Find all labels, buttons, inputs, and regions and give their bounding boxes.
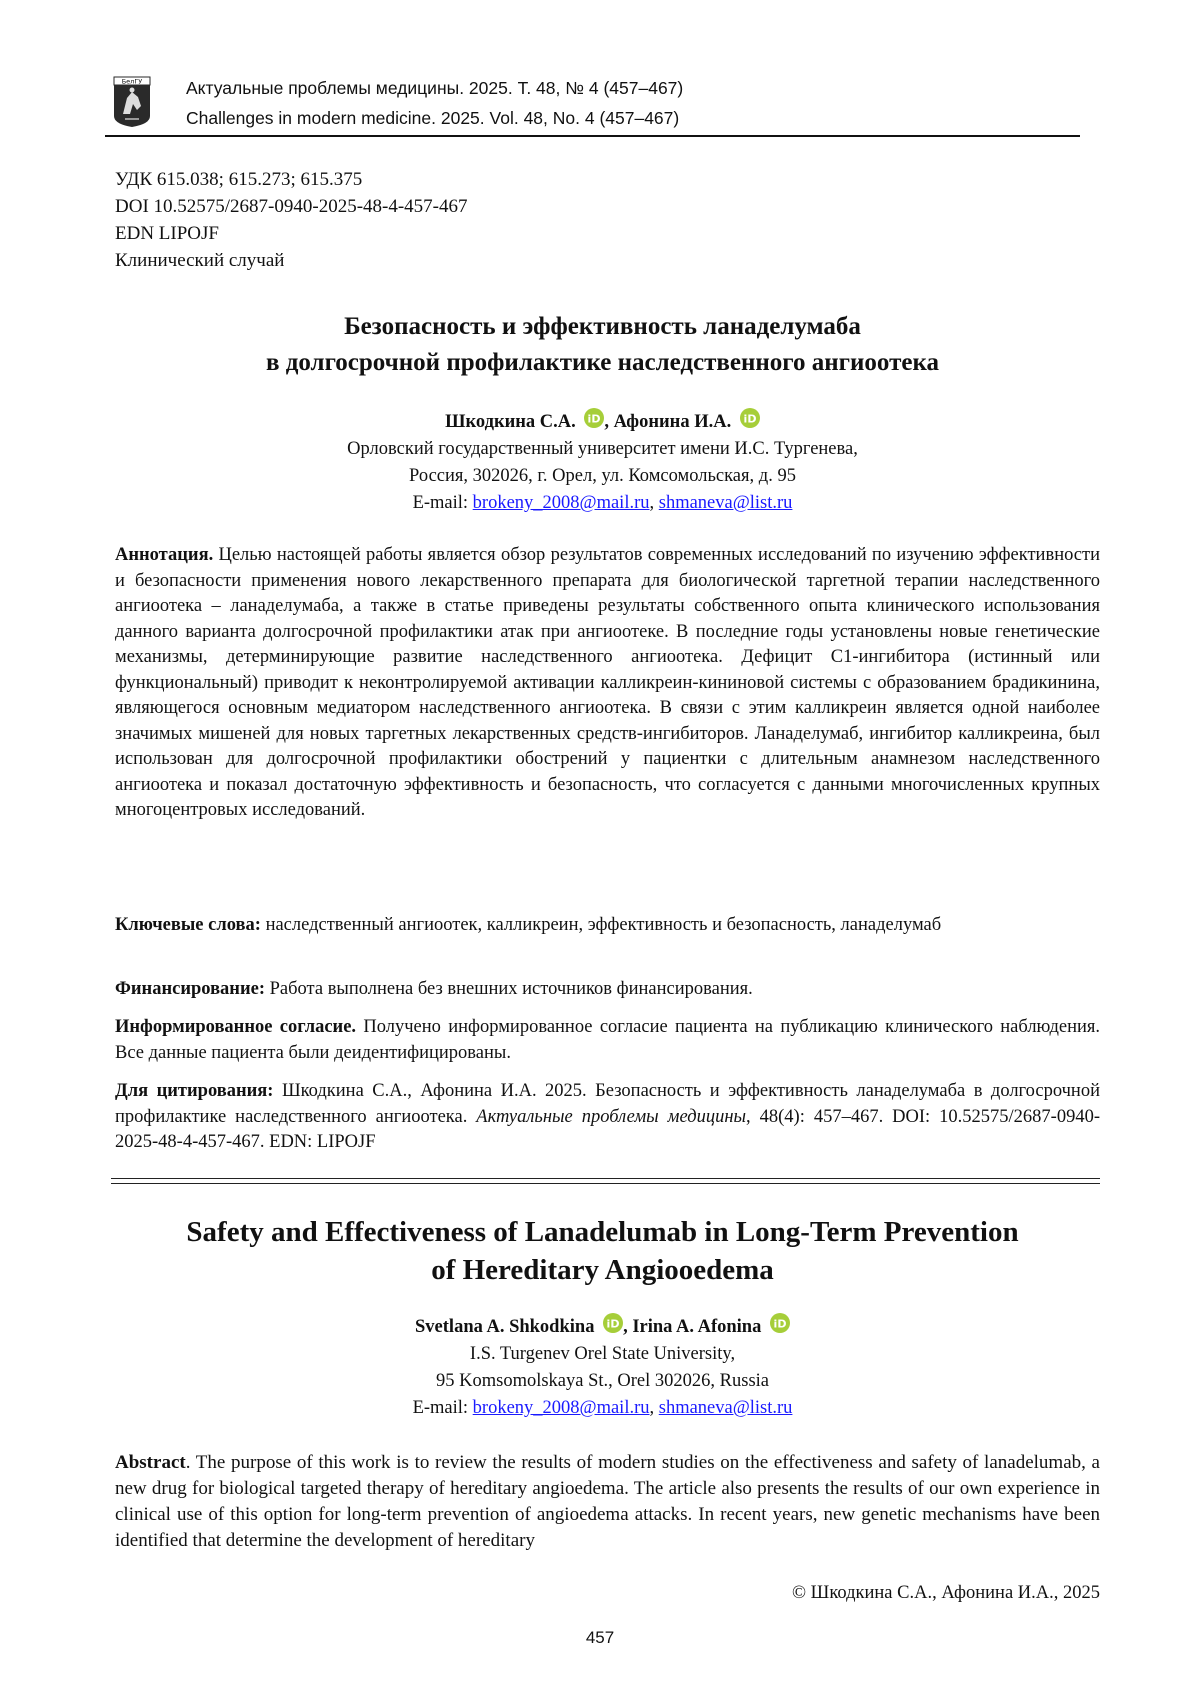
author2-en: Irina A. Afonina [632, 1317, 762, 1337]
consent-ru-label: Информированное согласие. [115, 1017, 357, 1037]
keywords-ru [115, 913, 1100, 939]
authors-ru [105, 408, 1100, 517]
orcid-icon[interactable] [603, 1313, 623, 1333]
abstract-ru-text: Целью настоящей работы является обзор результатов современных исследований по изучению эффективности и безопасности применения нового лекарственного препарата для биологической таргетной терапии наследственного ангиоотека – ланаделумаба, а также в статье приведены результаты собственного опыта клинического использования данного варианта долгосрочной профилактики атак при ангиоотеке. В последние годы установлены новые генетические механизмы, детерминирующие развитие наследственного ангиоотека. Дефицит С1-ингибитора (истинный или функциональный) приводит к неконтролируемой активации калликреин-кининовой системы с образованием брадикинина, являющегося основным медиатором наследственного ангиоотека. В связи с этим калликреин является одной наиболее значимых мишеней для новых таргетных лекарственных средств-ингибиторов. Ланаделумаб, ингибитор калликреина, был использован для долгосрочной профилактики обострений у пациентки с длительным анамнезом наследственного ангиоотека и показал достаточную эффективность и безопасность, что согласуется с данными многочисленных крупных многоцентровых исследований. [115, 545, 1100, 820]
orcid-icon[interactable] [770, 1313, 790, 1333]
svg-text:iD: iD [773, 1317, 787, 1331]
abstract-ru-label: Аннотация. [115, 545, 214, 565]
citation-ru-text2: , 48(4): 457–467. DOI: 10.52575/2687-0940-2025-48-4-457-467. EDN: LIPOJF [115, 1106, 1100, 1152]
citation-ru [115, 1079, 1100, 1156]
email-line-en: E-mail: brokeny_2008@mail.ru, shmaneva@list.ru [412, 1398, 793, 1418]
svg-text:iD: iD [743, 412, 757, 426]
funding-ru-text: Работа выполнена без внешних источников финансирования. [269, 979, 753, 999]
title-en-line2: of Hereditary Angiooedema [431, 1254, 774, 1286]
university-logo [113, 76, 151, 128]
funding-ru-label: Финансирование: [115, 979, 265, 999]
email-line-ru: E-mail: brokeny_2008@mail.ru, shmaneva@list.ru [412, 493, 793, 513]
authors-en [105, 1313, 1100, 1422]
abstract-en-label: Abstract [115, 1452, 186, 1473]
author-names-ru [105, 408, 1100, 436]
author1-en: Svetlana A. Shkodkina [415, 1317, 595, 1337]
email-link-1[interactable]: brokeny_2008@mail.ru [472, 1398, 650, 1418]
funding-ru [115, 977, 1100, 1003]
title-en-line1: Safety and Effectiveness of Lanadelumab in Long-Term Prevention [186, 1216, 1019, 1248]
article-type: Клинический случай [115, 250, 285, 271]
journal-ru: Актуальные проблемы медицины. 2025. Т. 48, № 4 (457–467) [186, 78, 684, 98]
header-rule [105, 135, 1080, 137]
doi: DOI 10.52575/2687-0940-2025-48-4-457-467 [115, 196, 468, 217]
abstract-en [115, 1450, 1100, 1554]
journal-en: Challenges in modern medicine. 2025. Vol. 48, No. 4 (457–467) [186, 108, 680, 128]
email-label: E-mail: [412, 493, 469, 513]
email-label: E-mail: [412, 1398, 469, 1418]
citation-ru-journal: Актуальные проблемы медицины [476, 1106, 747, 1127]
udk: УДК 615.038; 615.273; 615.375 [115, 169, 363, 190]
author-names-en [105, 1313, 1100, 1341]
section-divider-bottom [111, 1183, 1100, 1184]
citation-ru-text: Шкодкина С.А., Афонина И.А. 2025. Безопасность и эффективность ланаделумаба в долгосрочной профилактике наследственного ангиоотека. [115, 1081, 1100, 1127]
affiliation-ru-line1: Орловский государственный университет имени И.С. Тургенева, [347, 439, 858, 459]
consent-ru [115, 1015, 1100, 1066]
section-divider-top [111, 1178, 1100, 1179]
affiliation-ru-line2: Россия, 302026, г. Орел, ул. Комсомольская, д. 95 [409, 466, 796, 486]
copyright: © Шкодкина С.А., Афонина И.А., 2025 [792, 1583, 1100, 1603]
orcid-icon[interactable] [584, 408, 604, 428]
author1-ru: Шкодкина С.А. [445, 412, 576, 432]
email-link-1[interactable]: brokeny_2008@mail.ru [472, 493, 650, 513]
affiliation-en-line2: 95 Komsomolskaya St., Orel 302026, Russia [436, 1371, 769, 1391]
email-link-2[interactable]: shmaneva@list.ru [658, 493, 793, 513]
title-ru [105, 309, 1100, 381]
consent-ru-text: Получено информированное согласие пациента на публикацию клинического наблюдения. Все данные пациента были деидентифицированы. [115, 1017, 1101, 1063]
email-link-2[interactable]: shmaneva@list.ru [658, 1398, 793, 1418]
orcid-icon[interactable] [740, 408, 760, 428]
author-separator: , [604, 412, 610, 432]
affiliation-en-line1: I.S. Turgenev Orel State University, [469, 1344, 736, 1364]
logo-text: БелГУ [121, 77, 143, 86]
edn: EDN LIPOJF [115, 223, 219, 244]
article-meta [115, 166, 468, 274]
journal-header [105, 70, 1080, 136]
svg-text:iD: iD [606, 1317, 620, 1331]
title-en [105, 1213, 1100, 1289]
author-separator: , [623, 1317, 628, 1337]
abstract-en-text: . The purpose of this work is to review the results of modern studies on the effectiveness and safety of lanadelumab, a new drug for biological targeted therapy of hereditary angioedema. The article also presents the results of our own experience in clinical use of this option for long-term prevention of angioedema attacks. In recent years, new genetic mechanisms have been identified that determine the development of hereditary [115, 1452, 1100, 1551]
title-ru-line2: в долгосрочной профилактике наследственного ангиоотека [265, 349, 940, 376]
title-ru-line1: Безопасность и эффективность ланаделумаба [344, 313, 861, 340]
keywords-ru-text: наследственный ангиоотек, калликреин, эффективность и безопасность, ланаделумаб [265, 915, 942, 935]
citation-ru-label: Для цитирования: [115, 1081, 274, 1101]
journal-citation [186, 73, 683, 133]
page-number: 457 [585, 1628, 615, 1647]
svg-text:iD: iD [587, 412, 601, 426]
keywords-ru-label: Ключевые слова: [115, 915, 261, 935]
author2-ru: Афонина И.А. [613, 412, 732, 432]
abstract-ru [115, 543, 1100, 824]
